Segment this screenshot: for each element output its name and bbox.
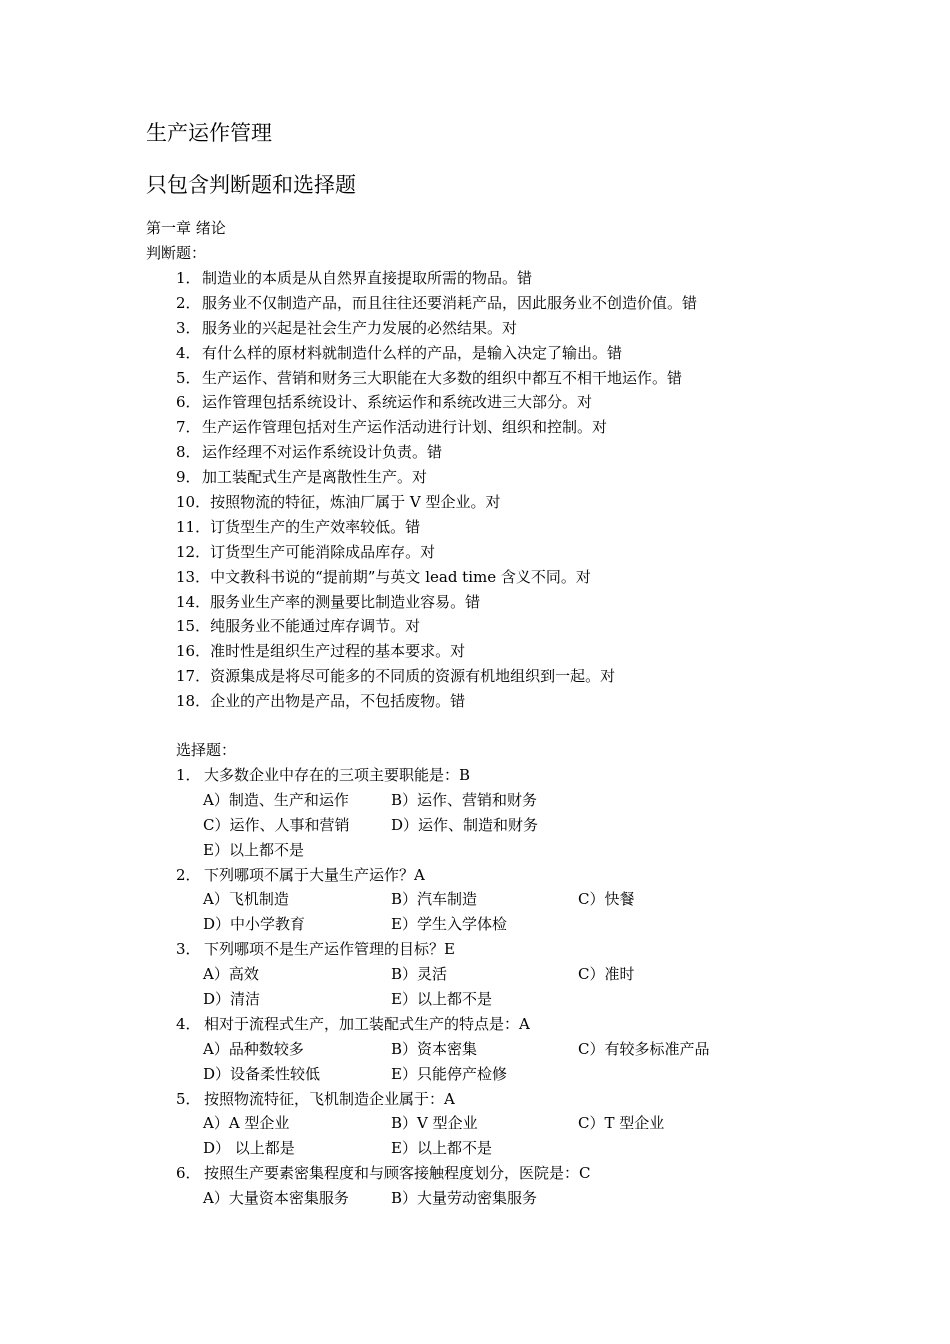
- item-text: 运作管理包括系统设计、系统运作和系统改进三大部分。对: [202, 393, 593, 412]
- item-number: 4．: [176, 343, 201, 362]
- true-false-item: [176, 440, 697, 465]
- true-false-item: [176, 664, 697, 689]
- item-text: 按照物流的特征，炼油厂属于 V 型企业。对: [210, 493, 501, 512]
- item-number: 10．: [176, 493, 211, 512]
- answer-option: A）制造、生产和运作: [203, 790, 349, 809]
- true-false-item: [176, 341, 697, 366]
- question-text: 下列哪项不属于大量生产运作？A: [204, 865, 425, 884]
- answer-option: D）清洁: [203, 990, 261, 1009]
- document-title: 生产运作管理: [146, 121, 272, 145]
- true-false-item: [176, 614, 697, 639]
- item-text: 资源集成是将尽可能多的不同质的资源有机地组织到一起。对: [210, 667, 616, 686]
- multiple-choice-question: [176, 1161, 590, 1211]
- item-number: 16．: [176, 642, 211, 661]
- answer-option: A）大量资本密集服务: [203, 1189, 349, 1208]
- true-false-item: [176, 689, 697, 714]
- item-text: 订货型生产可能消除成品库存。对: [210, 542, 436, 561]
- question-number: 5．: [176, 1089, 201, 1108]
- answer-option: C）快餐: [578, 890, 635, 909]
- answer-option: B）资本密集: [391, 1039, 478, 1058]
- question-line: [176, 763, 590, 788]
- true-false-item: [176, 266, 697, 291]
- option-row: [176, 1062, 590, 1087]
- true-false-list: [176, 266, 697, 714]
- item-number: 17．: [176, 667, 211, 686]
- multiple-choice-question: [176, 937, 635, 1012]
- option-row: [176, 1111, 665, 1136]
- item-text: 有什么样的原材料就制造什么样的产品，是输入决定了输出。错: [202, 343, 623, 362]
- answer-option: D） 以上都是: [203, 1139, 295, 1158]
- question-text: 按照生产要素密集程度和与顾客接触程度划分，医院是：C: [204, 1164, 591, 1183]
- multiple-choice-question: [176, 1087, 665, 1162]
- answer-option: C）有较多标准产品: [578, 1039, 710, 1058]
- item-text: 生产运作管理包括对生产运作活动进行计划、组织和控制。对: [202, 418, 608, 437]
- true-false-item: [176, 565, 697, 590]
- answer-option: E）只能停产检修: [391, 1064, 507, 1083]
- answer-option: E）以上都不是: [203, 840, 304, 859]
- answer-option: B）汽车制造: [391, 890, 478, 909]
- item-text: 中文教科书说的“提前期”与英文 lead time 含义不同。对: [210, 567, 591, 586]
- multiple-choice-list: [176, 763, 710, 1211]
- question-text: 大多数企业中存在的三项主要职能是：B: [204, 766, 471, 784]
- answer-option: E）学生入学体检: [391, 915, 507, 934]
- option-row: [176, 813, 590, 838]
- question-number: 4．: [176, 1014, 201, 1033]
- question-number: 1．: [176, 766, 201, 784]
- item-text: 制造业的本质是从自然界直接提取所需的物品。错: [202, 269, 533, 287]
- item-text: 加工装配式生产是离散性生产。对: [202, 468, 428, 487]
- answer-option: E）以上都不是: [391, 990, 492, 1009]
- item-number: 1．: [176, 269, 201, 287]
- item-text: 准时性是组织生产过程的基本要求。对: [210, 642, 466, 661]
- answer-option: C）准时: [578, 965, 635, 984]
- answer-option: A）品种数较多: [203, 1039, 304, 1058]
- true-false-item: [176, 390, 697, 415]
- multiple-choice-label: 选择题：: [176, 741, 237, 759]
- question-line: [176, 863, 590, 888]
- answer-option: A）飞机制造: [203, 890, 289, 909]
- question-line: [176, 1161, 590, 1186]
- item-text: 生产运作、营销和财务三大职能在大多数的组织中都互不相干地运作。错: [202, 368, 683, 387]
- true-false-item: [176, 515, 697, 540]
- option-row: [176, 887, 635, 912]
- answer-option: B）运作、营销和财务: [391, 790, 538, 809]
- option-row: [176, 788, 590, 813]
- item-number: 11．: [176, 517, 211, 536]
- option-row: [176, 1037, 710, 1062]
- answer-option: B）大量劳动密集服务: [391, 1189, 538, 1208]
- true-false-label: 判断题：: [146, 244, 207, 262]
- question-line: [176, 937, 590, 962]
- item-text: 订货型生产的生产效率较低。错: [210, 517, 421, 536]
- question-number: 3．: [176, 940, 201, 959]
- question-line: [176, 1012, 590, 1037]
- item-number: 14．: [176, 592, 211, 611]
- question-text: 下列哪项不是生产运作管理的目标？E: [204, 940, 455, 959]
- true-false-item: [176, 291, 697, 316]
- option-row: [176, 962, 635, 987]
- item-text: 纯服务业不能通过库存调节。对: [210, 617, 421, 636]
- true-false-item: [176, 590, 697, 615]
- option-row: [176, 1136, 590, 1161]
- question-number: 6．: [176, 1164, 201, 1183]
- question-number: 2．: [176, 865, 201, 884]
- true-false-item: [176, 366, 697, 391]
- option-row: [176, 838, 590, 863]
- answer-option: A）高效: [203, 965, 259, 984]
- item-number: 2．: [176, 293, 201, 312]
- true-false-item: [176, 540, 697, 565]
- answer-option: D）运作、制造和财务: [391, 815, 539, 834]
- item-number: 9．: [176, 468, 201, 487]
- document-subtitle: 只包含判断题和选择题: [146, 173, 356, 197]
- item-text: 企业的产出物是产品，不包括废物。错: [210, 692, 466, 711]
- true-false-item: [176, 465, 697, 490]
- answer-option: C）T 型企业: [578, 1114, 665, 1133]
- option-row: [176, 912, 590, 937]
- item-text: 服务业不仅制造产品，而且往往还要消耗产品，因此服务业不创造价值。错: [202, 293, 698, 312]
- item-number: 8．: [176, 443, 201, 462]
- item-number: 18．: [176, 692, 211, 711]
- multiple-choice-question: [176, 1012, 710, 1087]
- option-row: [176, 987, 590, 1012]
- item-text: 运作经理不对运作系统设计负责。错: [202, 443, 443, 462]
- option-row: [176, 1186, 590, 1211]
- item-number: 3．: [176, 318, 201, 337]
- answer-option: A）A 型企业: [203, 1114, 290, 1133]
- true-false-item: [176, 639, 697, 664]
- answer-option: D）中小学教育: [203, 915, 306, 934]
- item-text: 服务业生产率的测量要比制造业容易。错: [210, 592, 481, 611]
- item-number: 13．: [176, 567, 211, 586]
- question-line: [176, 1087, 590, 1112]
- item-number: 6．: [176, 393, 201, 412]
- true-false-item: [176, 415, 697, 440]
- answer-option: C）运作、人事和营销: [203, 815, 350, 834]
- answer-option: B）V 型企业: [391, 1114, 478, 1133]
- answer-option: D）设备柔性较低: [203, 1064, 321, 1083]
- answer-option: E）以上都不是: [391, 1139, 492, 1158]
- true-false-item: [176, 490, 697, 515]
- answer-option: B）灵活: [391, 965, 448, 984]
- item-number: 12．: [176, 542, 211, 561]
- multiple-choice-question: [176, 863, 635, 938]
- question-text: 按照物流特征，飞机制造企业属于：A: [204, 1089, 455, 1108]
- item-text: 服务业的兴起是社会生产力发展的必然结果。对: [202, 318, 518, 337]
- item-number: 5．: [176, 368, 201, 387]
- true-false-item: [176, 316, 697, 341]
- item-number: 15．: [176, 617, 211, 636]
- multiple-choice-question: [176, 763, 590, 863]
- question-text: 相对于流程式生产，加工装配式生产的特点是：A: [204, 1014, 530, 1033]
- item-number: 7．: [176, 418, 201, 437]
- chapter-heading: 第一章 绪论: [146, 219, 226, 237]
